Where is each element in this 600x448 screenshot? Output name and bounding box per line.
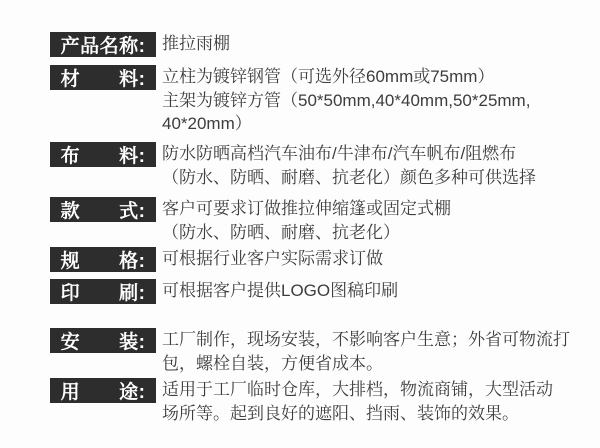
spec-text-line: （防水、防晒、耐磨、抗老化）颜色多种可供选择 bbox=[162, 167, 536, 187]
spec-content-usage bbox=[162, 378, 582, 425]
spec-text-line: 可根据客户提供LOGO图稿印刷 bbox=[162, 281, 399, 300]
spec-text-line: 立柱为镀锌钢管（可选外径60mm或75mm） bbox=[162, 67, 495, 86]
spec-text-line: 防水防晒高档汽车油布/牛津布/汽车帆布/阻燃布 bbox=[162, 144, 517, 163]
spec-label-material: 材 料: bbox=[50, 65, 156, 90]
spec-content-fabric bbox=[162, 142, 582, 189]
spec-text-line: 工厂制作，现场安装，不影响客户生意；外省可物流打 bbox=[162, 330, 570, 349]
spec-label-product-name: 产品名称: bbox=[50, 32, 156, 57]
spec-label-printing: 印 刷: bbox=[50, 279, 156, 304]
spec-content-product-name bbox=[162, 32, 582, 56]
spec-text-line: 包，螺栓自装，方便省成本。 bbox=[162, 353, 383, 373]
spec-content-printing bbox=[162, 279, 582, 303]
spec-text-line: 推拉雨棚 bbox=[162, 34, 230, 53]
spec-text-line: 客户可要求订做推拉伸缩篷或固定式棚 bbox=[162, 199, 451, 218]
spec-text-line: 场所等。起到良好的遮阳、挡雨、装饰的效果。 bbox=[162, 403, 519, 423]
spec-label-style: 款 式: bbox=[50, 197, 156, 222]
spec-text-line: 主架为镀锌方管（50*50mm,40*40mm,50*25mm, bbox=[162, 90, 531, 110]
spec-label-installation: 安 装: bbox=[50, 328, 156, 353]
spec-text-line: （防水、防晒、耐磨、抗老化） bbox=[162, 222, 400, 242]
spec-label-fabric: 布 料: bbox=[50, 142, 156, 167]
spec-text-line: 适用于工厂临时仓库，大排档，物流商铺，大型活动 bbox=[162, 380, 553, 399]
spec-content-specification bbox=[162, 247, 582, 271]
spec-text-line: 可根据行业客户实际需求订做 bbox=[162, 249, 383, 268]
spec-content-installation bbox=[162, 328, 582, 375]
spec-content-material bbox=[162, 65, 582, 136]
spec-label-usage: 用 途: bbox=[50, 378, 156, 403]
spec-label-specification: 规 格: bbox=[50, 247, 156, 272]
spec-text-line: 40*20mm） bbox=[162, 114, 252, 133]
spec-content-style bbox=[162, 197, 582, 244]
